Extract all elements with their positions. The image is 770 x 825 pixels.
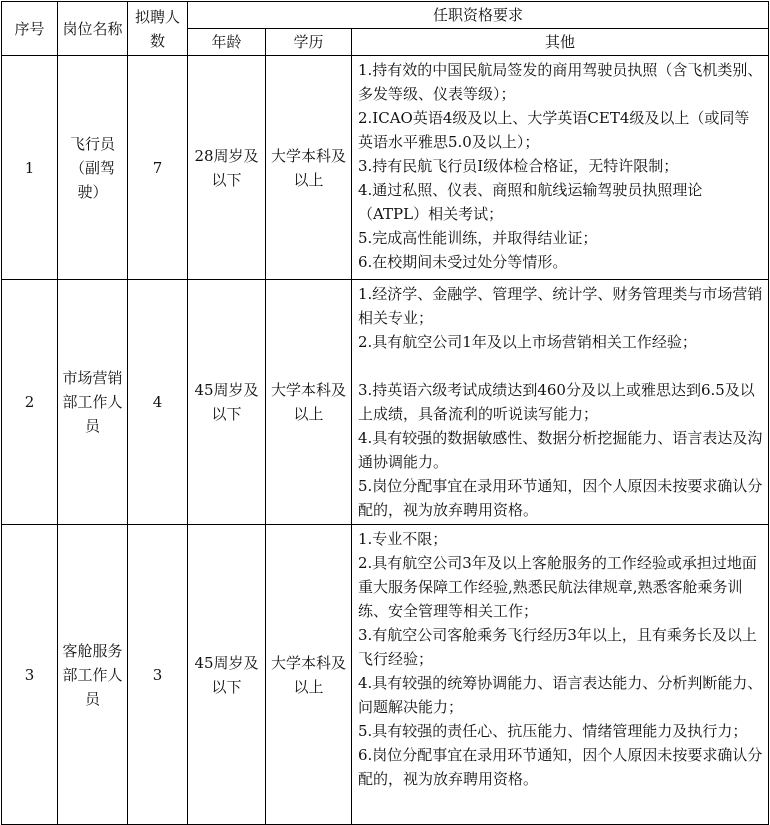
header-other: 其他	[352, 29, 769, 56]
row-position: 飞行员（副驾驶）	[58, 56, 128, 280]
table-row	[2, 280, 769, 525]
requirement-item: 2.ICAO英语4级及以上、大学英语CET4级及以上（或同等英语水平雅思5.0及以上）；	[358, 109, 750, 151]
row-education: 大学本科及以上	[266, 280, 352, 525]
requirement-item: 1.持有效的中国民航局签发的商用驾驶员执照（含飞机类别、多发等级、仪表等级）；	[358, 61, 763, 103]
row-seq: 3	[2, 525, 58, 825]
header-seq: 序号	[2, 2, 58, 56]
table-row	[2, 56, 769, 280]
header-qualification: 任职资格要求	[188, 2, 769, 29]
row-count: 3	[128, 525, 188, 825]
requirement-item: 6.在校期间未受过处分等情形。	[358, 253, 568, 271]
requirement-item: 5.岗位分配事宜在录用环节通知，因个人原因未按要求确认分配的，视为放弃聘用资格。	[358, 477, 763, 519]
header-position: 岗位名称	[58, 2, 128, 56]
requirement-item: 3.持有民航飞行员Ⅰ级体检合格证，无特许限制；	[358, 157, 679, 175]
requirement-item: 4.具有较强的数据敏感性、数据分析挖掘能力、语言表达及沟通协调能力。	[358, 429, 763, 471]
requirement-item: 4.具有较强的统筹协调能力、语言表达能力、分析判断能力、问题解决能力；	[358, 674, 763, 716]
row-education: 大学本科及以上	[266, 56, 352, 280]
row-position: 市场营销部工作人员	[58, 280, 128, 525]
requirement-item: 1.专业不限；	[358, 530, 448, 548]
requirement-item: 1.经济学、金融学、管理学、统计学、财务管理类与市场营销相关专业；	[358, 285, 763, 327]
row-age: 45周岁及以下	[188, 525, 266, 825]
requirement-item: 5.具有较强的责任心、抗压能力、情绪管理能力及执行力；	[358, 722, 748, 740]
row-seq: 1	[2, 56, 58, 280]
header-education: 学历	[266, 29, 352, 56]
row-age: 28周岁及以下	[188, 56, 266, 280]
requirement-item: 4.通过私照、仪表、商照和航线运输驾驶员执照理论（ATPL）相关考试；	[358, 181, 703, 223]
row-requirements	[352, 56, 769, 280]
row-requirements	[352, 525, 769, 825]
row-seq: 2	[2, 280, 58, 525]
requirement-item: 5.完成高性能训练，并取得结业证；	[358, 229, 598, 247]
requirement-item: 2.具有航空公司3年及以上客舱服务的工作经验或承担过地面重大服务保障工作经验,熟悉民航法律规章,熟悉客舱乘务训练、安全管理等相关工作；	[358, 554, 757, 620]
row-requirements	[352, 280, 769, 525]
requirement-item: 6.岗位分配事宜在录用环节通知，因个人原因未按要求确认分配的，视为放弃聘用资格。	[358, 746, 763, 788]
row-position: 客舱服务部工作人员	[58, 525, 128, 825]
recruitment-table	[1, 1, 769, 825]
header-age: 年龄	[188, 29, 266, 56]
row-education: 大学本科及以上	[266, 525, 352, 825]
row-count: 7	[128, 56, 188, 280]
header-row-1	[2, 2, 769, 29]
row-count: 4	[128, 280, 188, 525]
table-row	[2, 525, 769, 825]
row-age: 45周岁及以下	[188, 280, 266, 525]
requirement-item: 2.具有航空公司1年及以上市场营销相关工作经验；	[358, 333, 697, 351]
requirement-item: 3.持英语六级考试成绩达到460分及以上或雅思达到6.5及以上成绩，具备流利的听说读写能力；	[358, 381, 755, 423]
requirement-spacer	[358, 354, 764, 378]
requirement-item: 3.有航空公司客舱乘务飞行经历3年以上，且有乘务长及以上飞行经验；	[358, 626, 757, 668]
header-count: 拟聘人数	[128, 2, 188, 56]
